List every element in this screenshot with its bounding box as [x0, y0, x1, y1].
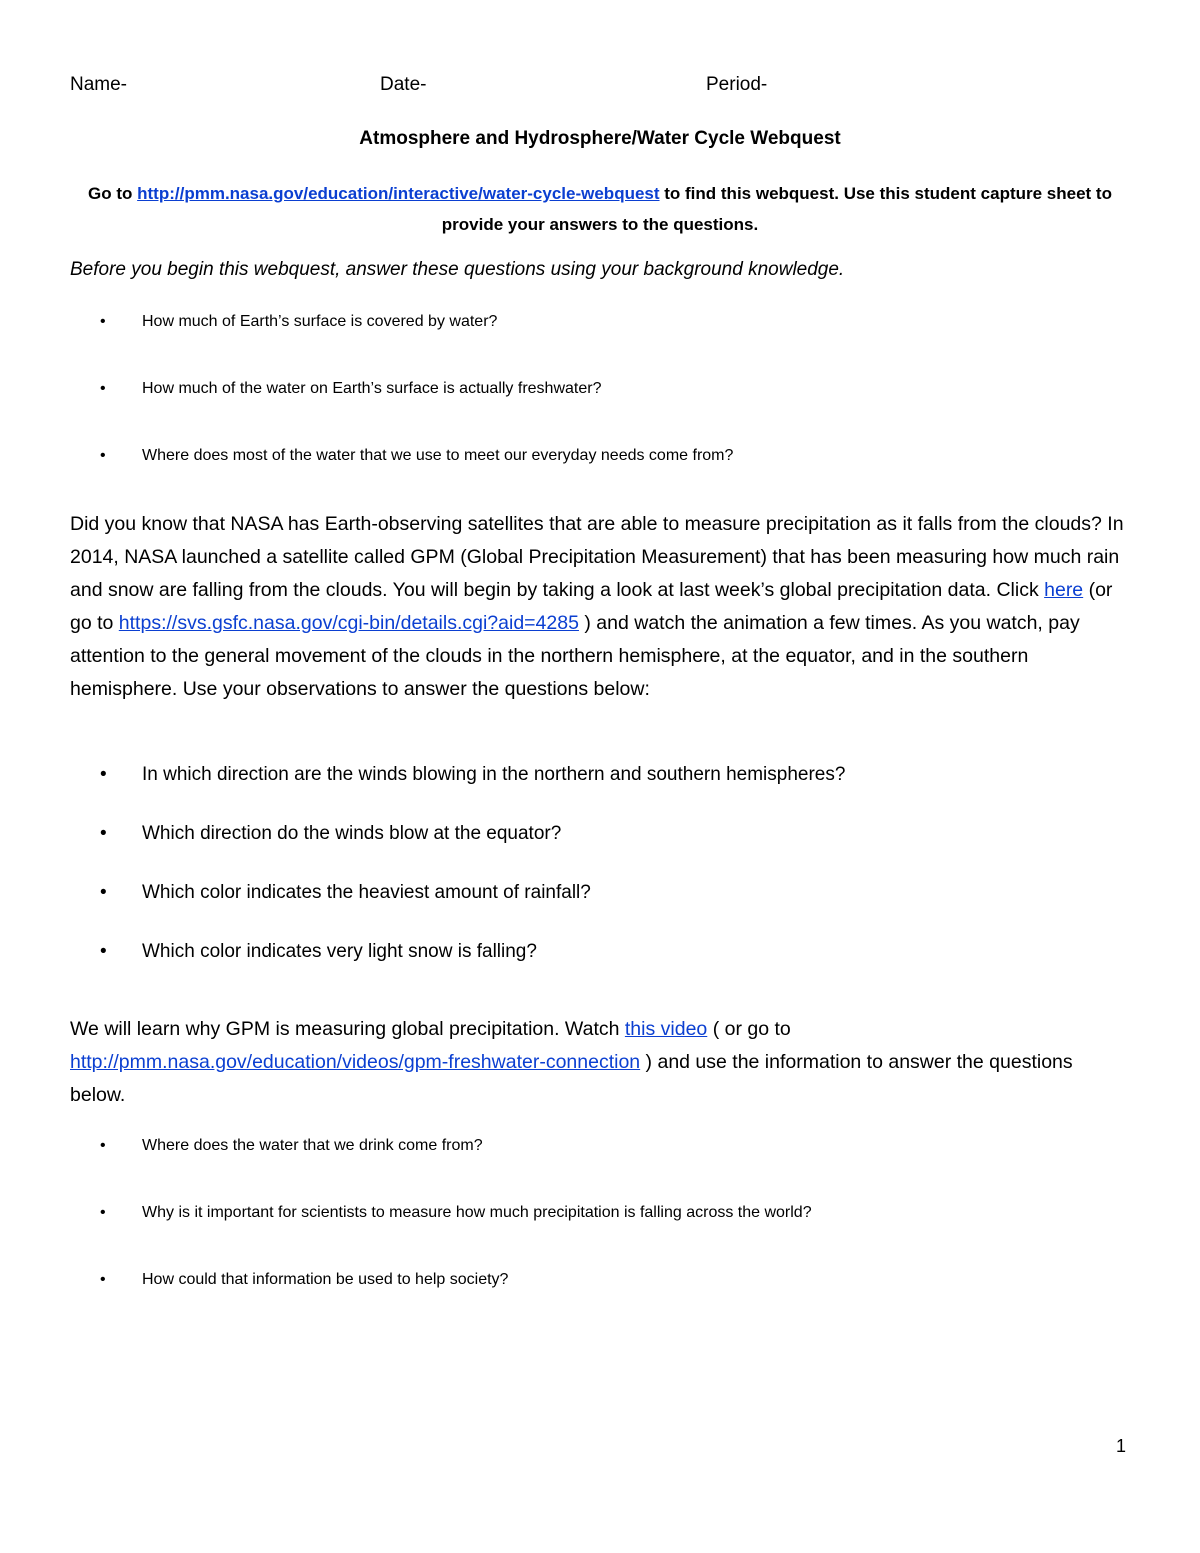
paragraph-text: (or go to — [70, 579, 1113, 634]
bullet-icon: • — [100, 447, 106, 464]
question-text: Which direction do the winds blow at the equator? — [142, 823, 562, 844]
list-item — [100, 447, 1140, 514]
video-questions-list — [100, 1137, 1140, 1338]
paragraph-text: We will learn why GPM is measuring global precipitation. Watch — [70, 1018, 625, 1040]
bullet-icon: • — [100, 313, 106, 330]
list-item — [100, 823, 1140, 882]
bullet-icon: • — [100, 882, 107, 903]
bullet-icon: • — [100, 1204, 106, 1221]
paragraph-text: ( or go to — [707, 1018, 791, 1040]
question-text: Where does most of the water that we use to meet our everyday needs come from? — [142, 447, 734, 464]
paragraph-text: ) and watch the animation a few times. As you watch, pay attention to the general movement of the clouds in the northern hemisphere, at the equator, and in the southern hemisphere. Use your observations to answer the questions below: — [70, 612, 1080, 700]
page-title: Atmosphere and Hydrosphere/Water Cycle Webquest — [359, 128, 841, 149]
bullet-icon: • — [100, 1137, 106, 1154]
paragraph-text: Did you know that NASA has Earth-observing satellites that are able to measure precipitation as it falls from the clouds? In 2014, NASA launched a satellite called GPM (Global Precipitation Measurement) that has been measuring how much rain and snow are falling from the clouds. You will begin by taking a look at last week’s global precipitation data. Click — [70, 513, 1124, 601]
question-text: Which color indicates the heaviest amount of rainfall? — [142, 882, 591, 903]
list-item — [100, 1204, 1140, 1271]
student-info-header — [70, 74, 1130, 100]
gpm-paragraph — [70, 508, 1130, 706]
date-label: Date- — [380, 74, 427, 95]
name-label: Name- — [70, 74, 128, 95]
list-item — [100, 1137, 1140, 1204]
intro-instructions — [80, 178, 1120, 240]
period-label: Period- — [706, 74, 768, 95]
svs-animation-link[interactable]: https://svs.gsfc.nasa.gov/cgi-bin/details.cgi?aid=4285 — [118, 612, 579, 634]
page-number: 1 — [1116, 1436, 1127, 1456]
background-questions-list — [100, 313, 1140, 514]
bullet-icon: • — [100, 764, 107, 785]
question-text: How much of the water on Earth’s surface is actually freshwater? — [142, 380, 602, 397]
before-instructions: Before you begin this webquest, answer these questions using your background knowledge. — [70, 259, 845, 280]
question-text: Why is it important for scientists to measure how much precipitation is falling across the world? — [142, 1204, 812, 1221]
question-text: Which color indicates very light snow is falling? — [142, 941, 537, 962]
bullet-icon: • — [100, 380, 106, 397]
animation-questions-list — [100, 764, 1140, 1000]
bullet-icon: • — [100, 941, 107, 962]
list-item — [100, 1271, 1140, 1338]
list-item — [100, 941, 1140, 1000]
intro-after-url: to find this webquest. Use this student capture sheet to provide your answers to the questions. — [441, 184, 1112, 234]
list-item — [100, 313, 1140, 380]
video-url-link[interactable]: http://pmm.nasa.gov/education/videos/gpm-freshwater-connection — [70, 1051, 641, 1073]
question-text: Where does the water that we drink come from? — [142, 1137, 483, 1154]
question-text: How much of Earth’s surface is covered by water? — [142, 313, 498, 330]
intro-go-to: Go to — [88, 184, 138, 203]
bullet-icon: • — [100, 823, 107, 844]
list-item — [100, 380, 1140, 447]
webquest-link[interactable]: http://pmm.nasa.gov/education/interactive/water-cycle-webquest — [137, 184, 660, 203]
list-item — [100, 882, 1140, 941]
here-link[interactable]: here — [1044, 579, 1084, 601]
bullet-icon: • — [100, 1271, 106, 1288]
video-paragraph — [70, 1013, 1130, 1112]
this-video-link[interactable]: this video — [624, 1018, 708, 1040]
paragraph-text: ) and use the information to answer the questions below. — [70, 1051, 1073, 1106]
list-item — [100, 764, 1140, 823]
question-text: In which direction are the winds blowing in the northern and southern hemispheres? — [142, 764, 846, 785]
question-text: How could that information be used to help society? — [142, 1271, 509, 1288]
